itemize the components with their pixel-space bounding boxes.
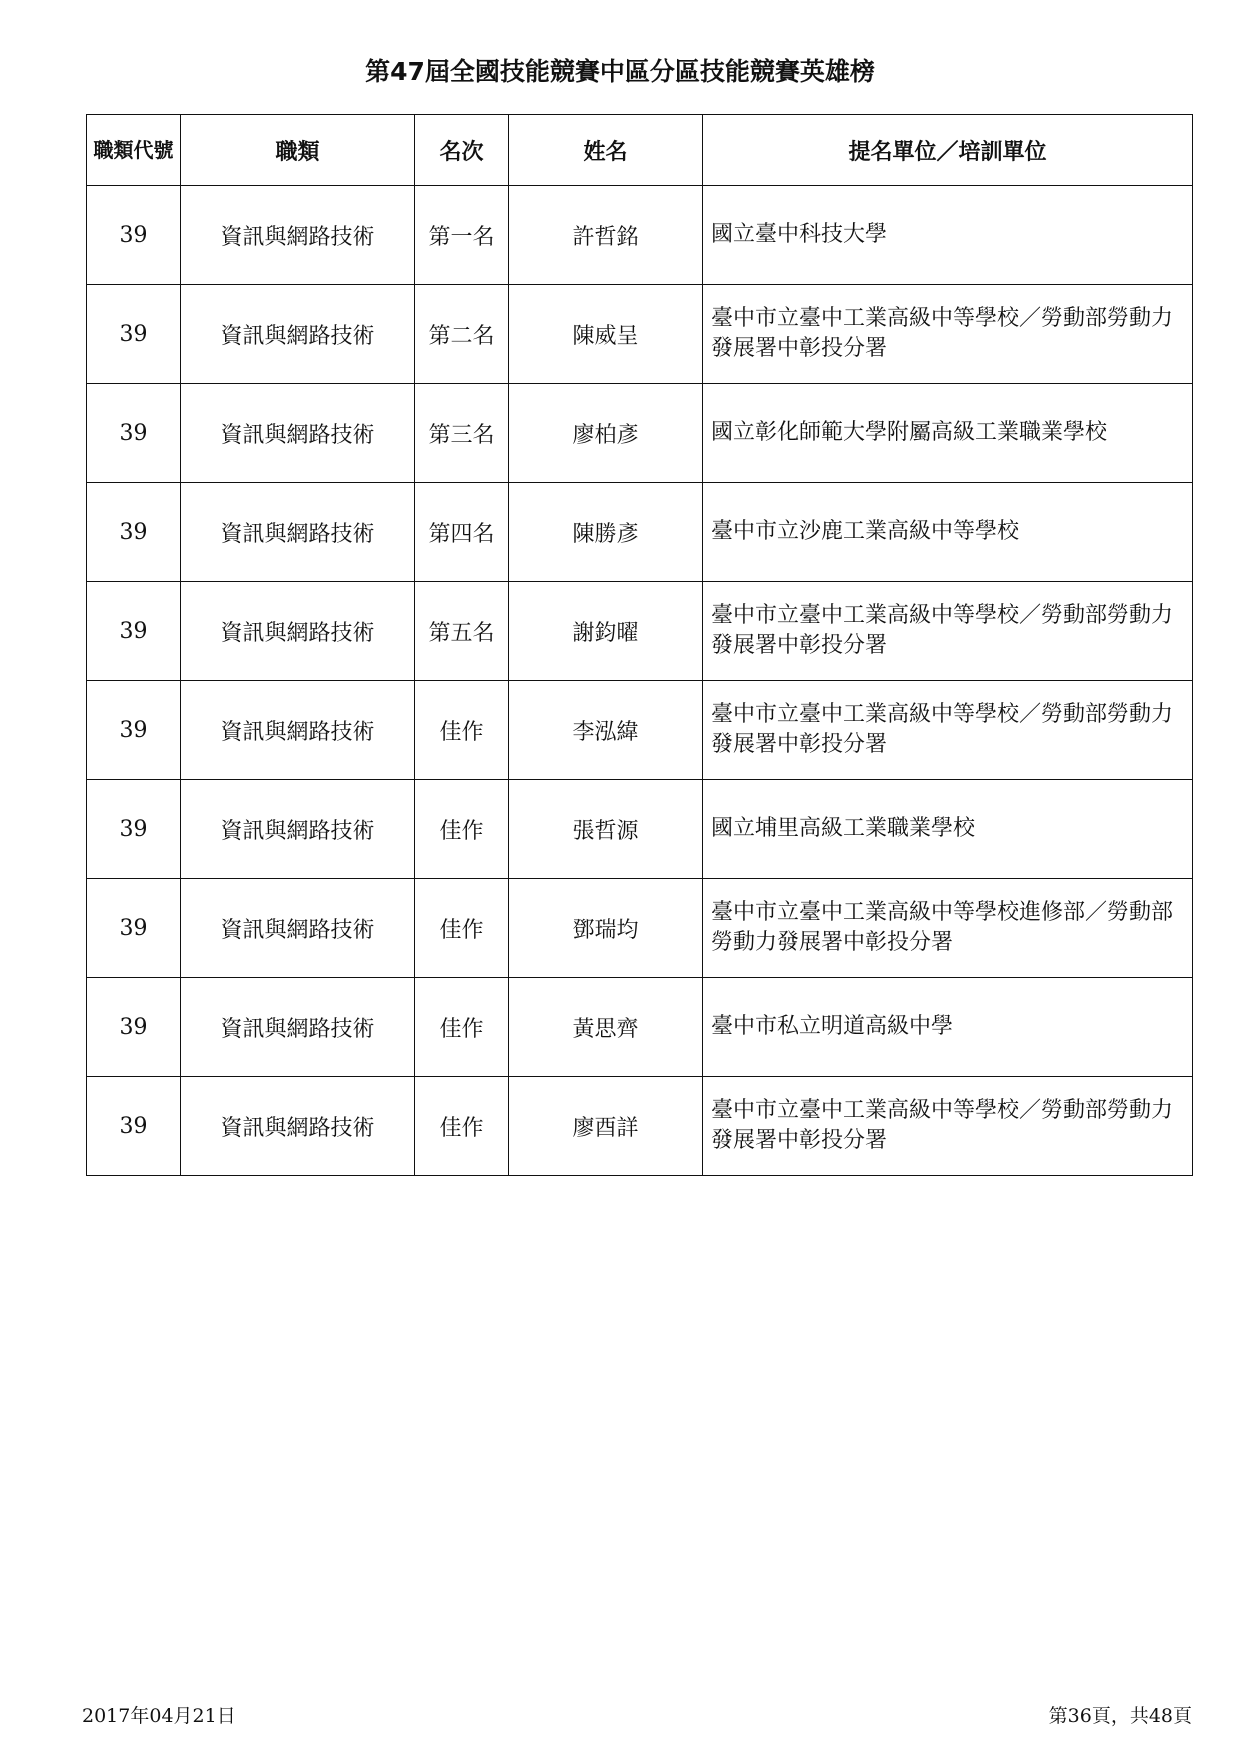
cell-rank: 佳作 <box>415 780 509 879</box>
winners-table <box>86 114 1193 1176</box>
cell-unit: 臺中市立臺中工業高級中等學校／勞動部勞動力發展署中彰投分署 <box>703 681 1193 780</box>
table-row <box>87 285 1193 384</box>
table-row <box>87 582 1193 681</box>
cell-rank: 第三名 <box>415 384 509 483</box>
cell-category-code: 39 <box>87 285 181 384</box>
cell-category: 資訊與網路技術 <box>181 879 415 978</box>
header-unit: 提名單位／培訓單位 <box>703 115 1193 186</box>
table-row <box>87 681 1193 780</box>
cell-rank: 佳作 <box>415 978 509 1077</box>
cell-rank: 佳作 <box>415 681 509 780</box>
cell-name: 黃思齊 <box>509 978 703 1077</box>
cell-category-code: 39 <box>87 780 181 879</box>
cell-category: 資訊與網路技術 <box>181 681 415 780</box>
cell-category-code: 39 <box>87 681 181 780</box>
cell-unit: 臺中市立臺中工業高級中等學校／勞動部勞動力發展署中彰投分署 <box>703 582 1193 681</box>
cell-unit: 國立彰化師範大學附屬高級工業職業學校 <box>703 384 1193 483</box>
cell-rank: 佳作 <box>415 879 509 978</box>
cell-name: 廖酉詳 <box>509 1077 703 1176</box>
cell-name: 謝鈞曜 <box>509 582 703 681</box>
cell-category: 資訊與網路技術 <box>181 384 415 483</box>
footer-page-number: 第36頁，共48頁 <box>1048 1705 1192 1727</box>
table-header-row <box>87 115 1193 186</box>
header-name: 姓名 <box>509 115 703 186</box>
cell-category: 資訊與網路技術 <box>181 582 415 681</box>
cell-category-code: 39 <box>87 978 181 1077</box>
cell-name: 許哲銘 <box>509 186 703 285</box>
cell-name: 張哲源 <box>509 780 703 879</box>
footer-date: 2017年04月21日 <box>82 1705 236 1727</box>
table-row <box>87 186 1193 285</box>
header-category-code: 職類代號 <box>87 115 181 186</box>
header-rank: 名次 <box>415 115 509 186</box>
cell-name: 鄧瑞均 <box>509 879 703 978</box>
cell-category-code: 39 <box>87 483 181 582</box>
cell-unit: 臺中市立沙鹿工業高級中等學校 <box>703 483 1193 582</box>
cell-rank: 第二名 <box>415 285 509 384</box>
table-row <box>87 879 1193 978</box>
table-row <box>87 483 1193 582</box>
cell-category-code: 39 <box>87 1077 181 1176</box>
cell-category: 資訊與網路技術 <box>181 780 415 879</box>
cell-unit: 臺中市立臺中工業高級中等學校進修部／勞動部勞動力發展署中彰投分署 <box>703 879 1193 978</box>
cell-rank: 第一名 <box>415 186 509 285</box>
header-category: 職類 <box>181 115 415 186</box>
table-row <box>87 1077 1193 1176</box>
cell-category: 資訊與網路技術 <box>181 186 415 285</box>
cell-unit: 國立埔里高級工業職業學校 <box>703 780 1193 879</box>
cell-name: 陳威呈 <box>509 285 703 384</box>
cell-category-code: 39 <box>87 879 181 978</box>
cell-category-code: 39 <box>87 582 181 681</box>
cell-unit: 國立臺中科技大學 <box>703 186 1193 285</box>
cell-unit: 臺中市私立明道高級中學 <box>703 978 1193 1077</box>
cell-category: 資訊與網路技術 <box>181 483 415 582</box>
cell-category-code: 39 <box>87 186 181 285</box>
cell-rank: 第五名 <box>415 582 509 681</box>
table-row <box>87 978 1193 1077</box>
table-row <box>87 384 1193 483</box>
table-row <box>87 780 1193 879</box>
cell-category-code: 39 <box>87 384 181 483</box>
cell-name: 陳勝彥 <box>509 483 703 582</box>
cell-category: 資訊與網路技術 <box>181 978 415 1077</box>
cell-unit: 臺中市立臺中工業高級中等學校／勞動部勞動力發展署中彰投分署 <box>703 285 1193 384</box>
page-title: 第47屆全國技能競賽中區分區技能競賽英雄榜 <box>365 57 875 86</box>
cell-unit: 臺中市立臺中工業高級中等學校／勞動部勞動力發展署中彰投分署 <box>703 1077 1193 1176</box>
cell-name: 李泓緯 <box>509 681 703 780</box>
cell-category: 資訊與網路技術 <box>181 285 415 384</box>
cell-name: 廖柏彥 <box>509 384 703 483</box>
cell-category: 資訊與網路技術 <box>181 1077 415 1176</box>
cell-rank: 佳作 <box>415 1077 509 1176</box>
cell-rank: 第四名 <box>415 483 509 582</box>
